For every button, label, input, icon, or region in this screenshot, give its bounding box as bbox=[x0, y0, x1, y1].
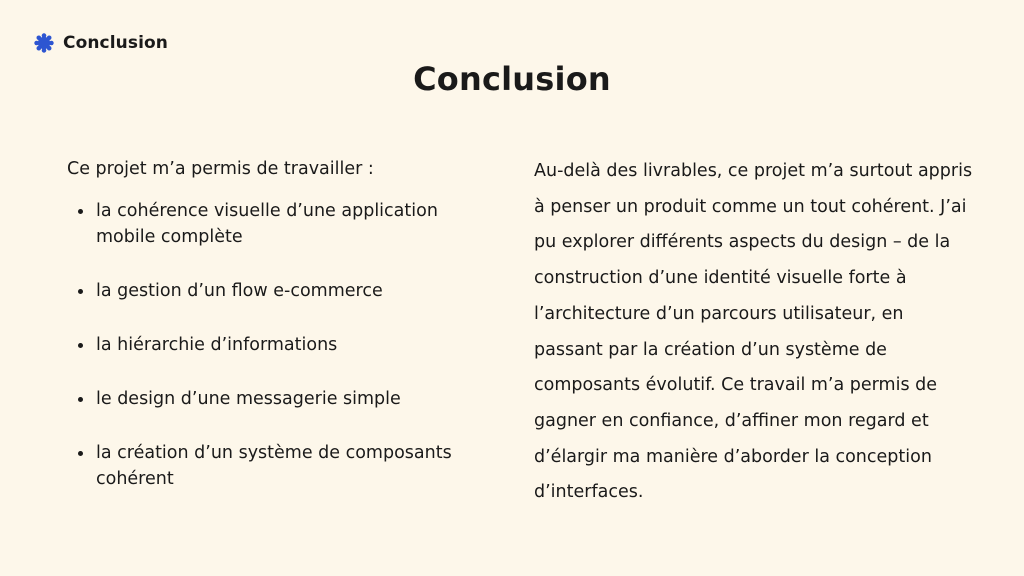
bullet-icon bbox=[78, 289, 83, 294]
list-item-text: la cohérence visuelle d’une application mobile complète bbox=[96, 201, 438, 247]
flower-badge-icon bbox=[34, 33, 54, 53]
list-item bbox=[67, 332, 487, 358]
list-item bbox=[67, 440, 487, 492]
skills-intro: Ce projet m’a permis de travailler : bbox=[67, 159, 374, 179]
list-item bbox=[67, 386, 487, 412]
section-header bbox=[34, 33, 168, 53]
bullet-icon bbox=[78, 451, 83, 456]
skills-list bbox=[67, 198, 487, 492]
bullet-icon bbox=[78, 209, 83, 214]
page-title: Conclusion bbox=[413, 60, 611, 98]
bullet-icon bbox=[78, 397, 83, 402]
list-item bbox=[67, 278, 487, 304]
list-item-text: la gestion d’un flow e-commerce bbox=[96, 281, 383, 301]
list-item-text: la création d’un système de composants cohérent bbox=[96, 443, 452, 489]
skills-column bbox=[67, 157, 487, 492]
conclusion-paragraph: Au-delà des livrables, ce projet m’a surtout appris à penser un produit comme un tout cohérent. J’ai pu explorer différents aspects du design – de la construction d’une identité visuelle forte à l’architecture d’un parcours utilisateur, en passant par la création d’un système de composants évolutif. Ce travail m’a permis de gagner en confiance, d’affiner mon regard et d’élargir ma manière d’aborder la conception d’interfaces. bbox=[534, 161, 973, 503]
list-item-text: la hiérarchie d’informations bbox=[96, 335, 338, 355]
list-item-text: le design d’une messagerie simple bbox=[96, 389, 401, 409]
section-label: Conclusion bbox=[63, 33, 168, 53]
bullet-icon bbox=[78, 343, 83, 348]
list-item bbox=[67, 198, 487, 250]
